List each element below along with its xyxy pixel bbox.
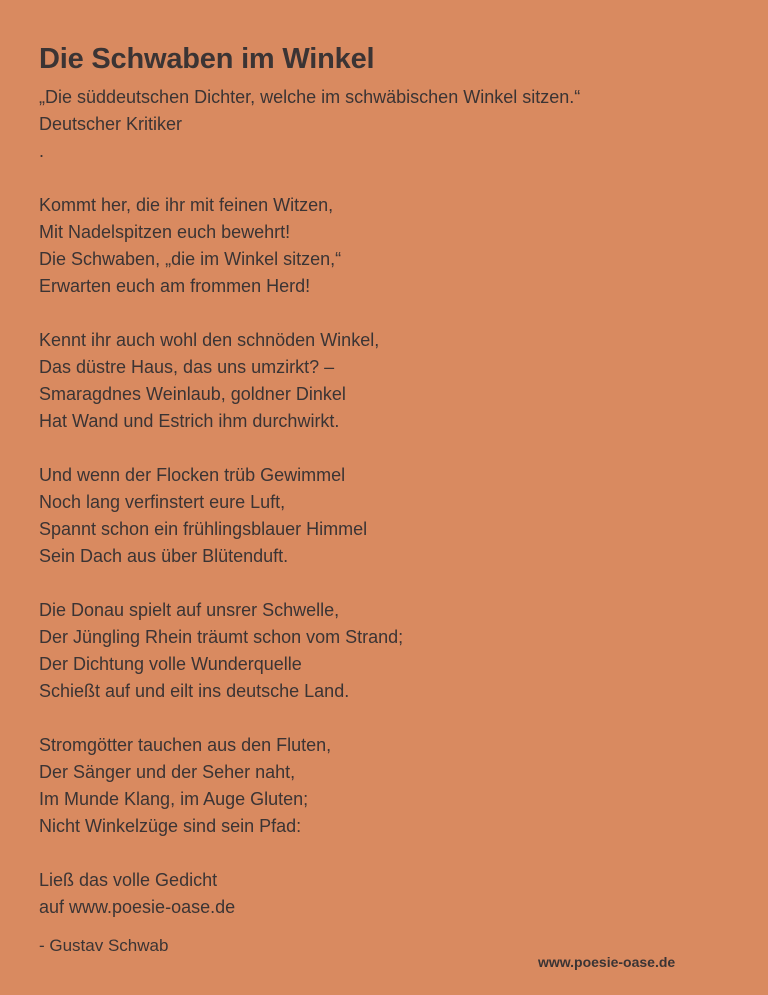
verse-line: Smaragdnes Weinlaub, goldner Dinkel <box>39 384 346 404</box>
poem-title: Die Schwaben im Winkel <box>39 43 375 75</box>
website-footer: www.poesie-oase.de <box>538 954 676 970</box>
stanza-2 <box>39 327 739 435</box>
verse-line: Das düstre Haus, das uns umzirkt? – <box>39 357 335 377</box>
verse-line: Sein Dach aus über Blütenduft. <box>39 546 289 566</box>
verse-line: Die Schwaben, „die im Winkel sitzen,“ <box>39 249 342 269</box>
verse-line: Im Munde Klang, im Auge Gluten; <box>39 789 309 809</box>
verse-line: Hat Wand und Estrich ihm durchwirkt. <box>39 411 340 431</box>
stanza-5 <box>39 732 739 840</box>
poem-author: - Gustav Schwab <box>39 936 169 955</box>
epigraph <box>39 84 739 165</box>
read-more-line: Ließ das volle Gedicht <box>39 870 218 890</box>
epigraph-quote: „Die süddeutschen Dichter, welche im schwäbischen Winkel sitzen.“ <box>39 87 581 107</box>
verse-line: Kommt her, die ihr mit feinen Witzen, <box>39 195 334 215</box>
stanza-4 <box>39 597 739 705</box>
stanza-3 <box>39 462 739 570</box>
verse-line: Die Donau spielt auf unsrer Schwelle, <box>39 600 340 620</box>
poem-page <box>39 40 739 921</box>
verse-line: Schießt auf und eilt ins deutsche Land. <box>39 681 350 701</box>
verse-line: Der Jüngling Rhein träumt schon vom Strand; <box>39 627 404 647</box>
verse-line: Erwarten euch am frommen Herd! <box>39 276 311 296</box>
epigraph-source: Deutscher Kritiker <box>39 114 183 134</box>
verse-line: Der Sänger und der Seher naht, <box>39 762 296 782</box>
verse-line: Mit Nadelspitzen euch bewehrt! <box>39 222 291 242</box>
verse-line: Spannt schon ein frühlingsblauer Himmel <box>39 519 368 539</box>
verse-line: Nicht Winkelzüge sind sein Pfad: <box>39 816 302 836</box>
read-more-link[interactable]: auf www.poesie-oase.de <box>39 897 236 917</box>
stanza-1 <box>39 192 739 300</box>
read-more-note <box>39 867 739 921</box>
epigraph-separator: . <box>39 141 45 161</box>
verse-line: Noch lang verfinstert eure Luft, <box>39 492 286 512</box>
verse-line: Kennt ihr auch wohl den schnöden Winkel, <box>39 330 380 350</box>
verse-line: Und wenn der Flocken trüb Gewimmel <box>39 465 346 485</box>
verse-line: Stromgötter tauchen aus den Fluten, <box>39 735 332 755</box>
verse-line: Der Dichtung volle Wunderquelle <box>39 654 302 674</box>
